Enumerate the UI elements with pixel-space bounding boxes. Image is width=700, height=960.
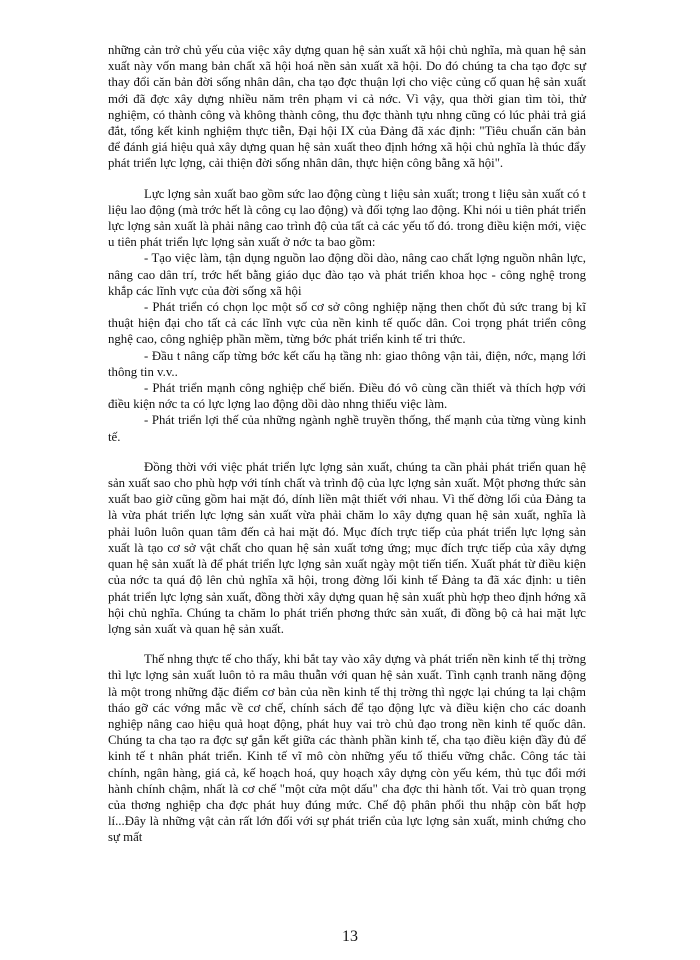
document-page — [108, 42, 586, 918]
list-item-traditional-trades: - Phát triển lợi thế của những ngành nghề truyền thống, thế mạnh của từng vùng kinh tế. — [108, 413, 586, 444]
list-item-processing-industry: - Phát triển mạnh công nghiệp chế biến. Điều đó vô cùng cần thiết và thích hợp với điều kiện nớc ta có lực lợng lao động dồi dào nhng thiếu việc làm. — [108, 381, 586, 412]
list-item-infrastructure: - Đầu t nâng cấp từng bớc kết cấu hạ tầng nh: giao thông vận tải, điện, nớc, mạng lới thông tin v.v.. — [108, 348, 586, 379]
list-item-heavy-industry: - Phát triển có chọn lọc một số cơ sở công nghiệp nặng then chốt đủ sức trang bị kĩ thuật hiện đại cho tất cả các lĩnh vực của nền kinh tế quốc dân. Coi trọng phát triển công nghệ cao, công nghiệp phần mềm, từng bớc phát triển kinh tế tri thức. — [108, 300, 586, 347]
paragraph-relations-of-production: Đồng thời với việc phát triển lực lợng sản xuất, chúng ta cần phải phát triển quan hệ sản xuất sao cho phù hợp với tính chất và trình độ của lực lợng sản xuất. Một phơng thức sản xuất bao giờ cũng gồm hai mặt đó, dính liền mật thiết với nhau. Vì thế đờng lối của Đảng ta là vừa phát triển lực lợng sản xuất vừa phải chăm lo xây dựng quan hệ sản xuất, nghĩa là phải luôn luôn quan tâm đến cả hai mặt đó. Mục đích trực tiếp của phát triển lực lợng sản xuất là tạo cơ sở vật chất cho quan hệ sản xuất tơng ứng; mục đích trực tiếp của xây dựng quan hệ sản xuất là để phát triển lực lợng sản xuất ngày một tiến tiến. Xuất phát từ điều kiện của nớc ta quá độ lên chủ nghĩa xã hội, trong đờng lối kinh tế Đảng ta đã xác định: u tiên phát triển lực lợng sản xuất, đồng thời xây dựng quan hệ sản xuất phù hợp theo định hớng xã hội chủ nghĩa. Chúng ta chăm lo phát triển phơng thức sản xuất, đi đồng bộ cả hai mặt lực lợng sản xuất và quan hệ sản xuất. — [108, 459, 586, 636]
page-number: 13 — [342, 928, 358, 945]
list-item-employment: - Tạo việc làm, tận dụng nguồn lao động dồi dào, nâng cao chất lợng nguồn nhân lực, nâng cao dân trí, trớc hết bằng giáo dục đào tạo và phát triển khoa học - công nghệ trong khắp các lĩnh vực của đời sống xã hội — [108, 251, 586, 298]
paragraph-productive-forces: Lực lợng sản xuất bao gồm sức lao động cùng t liệu sản xuất; trong t liệu sản xuất có t liệu lao động (mà trớc hết là công cụ lao động) và đối tợng lao động. Khi nói u tiên phát triển lực lợng sản xuất là phải nâng cao trình độ của tất cả các yếu tố đó. trong điều kiện mới, việc u tiên phát triển lực lợng sản xuất ở nớc ta bao gồm: — [108, 186, 586, 250]
paragraph-continuation: những cản trở chủ yếu của việc xây dựng quan hệ sản xuất xã hội chủ nghĩa, mà quan hệ sản xuất này vốn mang bản chất xã hội hoá nền sản xuất xã hội. Do đó chúng ta cha tạo đợc sự thay đổi căn bản đời sống nhân dân, cha tạo đợc thuận lợi cho việc củng cố quan hệ sản xuất mới đã đợc xây dựng nhiều năm trên phạm vi cả nớc. Vì vậy, qua thời gian tìm tòi, thử nghiệm, có thành công và không thành công, thu đợc thành tựu nhng cũng có lúc phải trả giá đắt, tổng kết kinh nghiệm thực tiễn, Đại hội IX của Đảng đã xác định: "Tiêu chuẩn căn bản để đánh giá hiệu quả xây dựng quan hệ sản xuất theo định hớng xã hội chủ nghĩa là thúc đẩy phát triển lực lợng, cải thiện đời sống nhân dân, thực hiện công bằng xã hội". — [108, 43, 586, 171]
paragraph-market-economy: Thế nhng thực tế cho thấy, khi bắt tay vào xây dựng và phát triển nền kinh tế thị trờng thì lực lợng sản xuất luôn tỏ ra mâu thuẫn với quan hệ sản xuất. Tình cạnh tranh năng động là một trong những đặc điểm cơ bản của nền kinh tế thị trờng thì ngợc lại chúng ta lại chậm tháo gỡ các vớng mắc về cơ chế, chính sách để tạo động lực và điều kiện cho các doanh nghiệp nâng cao hiệu quả hoạt động, phát huy vai trò chủ đạo trong nền kinh tế quốc dân. Chúng ta cha tạo ra đợc sự gắn kết giữa các thành phần kinh tế, cha tạo điều kiện đầy đủ để kinh tế t nhân phát triển. Kinh tế vĩ mô còn những yếu tố thiếu vững chắc. Công tác tài chính, ngân hàng, giá cả, kế hoạch hoá, quy hoạch xây dựng còn yếu kém, thủ tục đổi mới hành chính chậm, nhất là cơ chế "một cửa một dấu" cha đợc thi hành tốt. Vai trò quan trọng của thơng nghiệp cha đợc phát huy đúng mức. Chế độ phân phối thu nhập còn bất hợp lí...Đây là những vật cản rất lớn đối với sự phát triển của lực lợng sản xuất, minh chứng cho sự mất — [108, 652, 586, 845]
